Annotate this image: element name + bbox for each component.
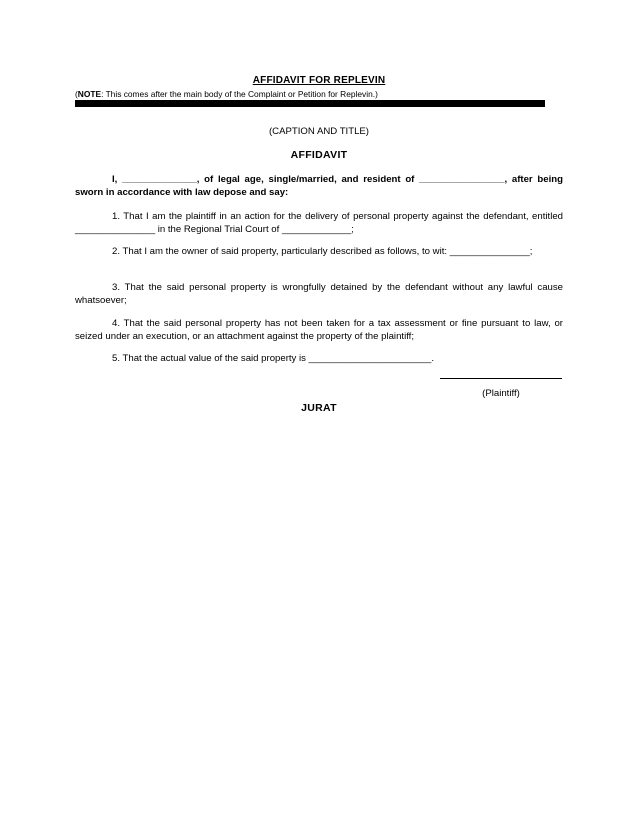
signature-line: [440, 378, 562, 379]
affidavit-heading: AFFIDAVIT: [290, 149, 348, 161]
caption-placeholder: (CAPTION AND TITLE): [268, 126, 370, 137]
document-title: AFFIDAVIT FOR REPLEVIN: [252, 75, 386, 86]
paragraph-5-text: 5. That the actual value of the said property is _______________________.: [112, 353, 434, 364]
paragraph-2: [75, 245, 563, 258]
paragraph-3: [75, 281, 563, 307]
paragraph-2-text: 2. That I am the owner of said property, particularly described as follows, to wit: _______________;: [112, 246, 533, 257]
paragraph-3-text: 3. That the said personal property is wrongfully detained by the defendant without any lawful cause whatsoever;: [75, 282, 563, 306]
note-prefix: (: [75, 89, 78, 99]
paragraph-5: [75, 352, 563, 365]
horizontal-rule: [75, 100, 545, 107]
note-text: : This comes after the main body of the Complaint or Petition for Replevin.): [101, 89, 378, 99]
intro-paragraph: [75, 173, 563, 199]
paragraph-4-text: 4. That the said personal property has not been taken for a tax assessment or fine pursuant to law, or seized under an execution, or an attachment against the property of the plaintiff;: [75, 318, 563, 342]
paragraph-1-text: 1. That I am the plaintiff in an action for the delivery of personal property against the defendant, entitled _______________ in the Regional Trial Court of _____________;: [75, 211, 563, 235]
paragraph-1: [75, 210, 563, 236]
paragraph-4: [75, 317, 563, 343]
intro-text: I, ______________, of legal age, single/married, and resident of ________________, after being sworn in accordance with law depose and say:: [75, 174, 563, 198]
signature-label: (Plaintiff): [482, 388, 520, 399]
note-label: NOTE: [77, 89, 102, 99]
jurat-heading: JURAT: [301, 402, 337, 414]
